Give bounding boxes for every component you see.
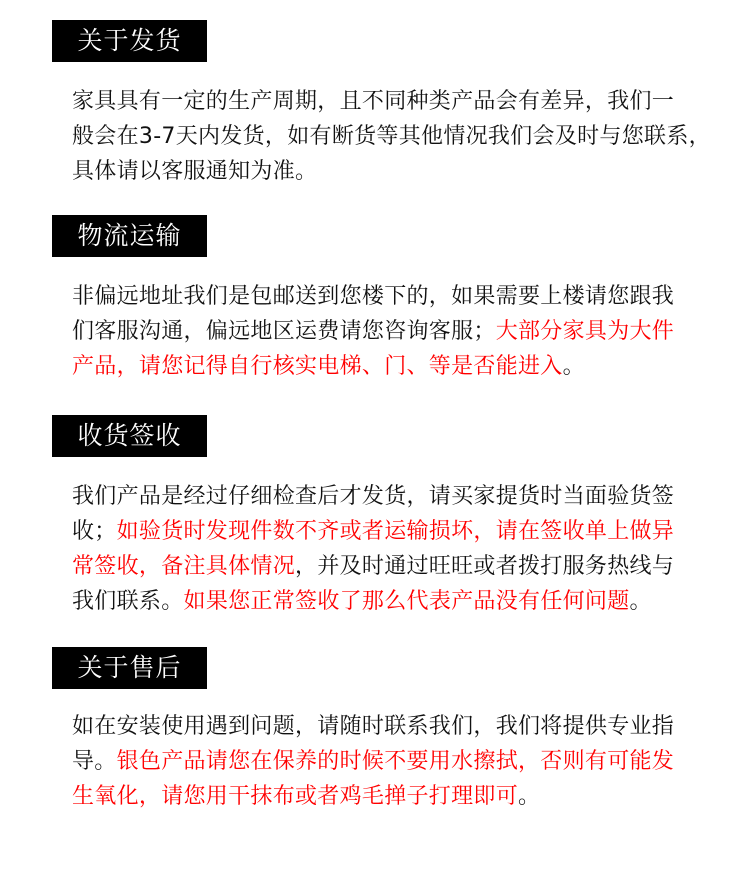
text-segment: 家具具有一定的生产周期，且不同种类产品会有差异，我们一 — [72, 89, 675, 114]
highlighted-text: 生氧化，请您用干抹布或者鸡毛掸子打理即可 — [72, 784, 519, 809]
highlighted-text: 如果您正常签收了那么代表产品没有任何问题 — [183, 589, 630, 614]
text-line — [72, 119, 750, 154]
text-line — [72, 779, 750, 814]
text-segment: 。 — [629, 589, 652, 614]
text-line — [72, 744, 750, 779]
text-line — [72, 154, 750, 189]
text-segment: 般会在3-7天内发货，如有断货等其他情况我们会及时与您联系， — [72, 124, 711, 149]
text-segment: 我们产品是经过仔细检查后才发货，请买家提货时当面验货签 — [72, 484, 675, 509]
text-line — [72, 349, 750, 384]
text-line — [72, 479, 750, 514]
text-segment: 。 — [518, 784, 541, 809]
highlighted-text: 如验货时发现件数不齐或者运输损坏，请在签收单上做异 — [116, 519, 675, 544]
text-segment: 我们联系。 — [72, 589, 184, 614]
text-segment: 收； — [72, 519, 117, 544]
text-line — [72, 314, 750, 349]
section-paragraph — [72, 279, 750, 384]
text-segment: 非偏远地址我们是包邮送到您楼下的，如果需要上楼请您跟我 — [72, 284, 675, 309]
highlighted-text: 常签收，备注具体情况 — [72, 554, 296, 579]
text-segment: 如在安装使用遇到问题，请随时联系我们，我们将提供专业指 — [72, 714, 675, 739]
highlighted-text: 银色产品请您在保养的时候不要用水擦拭，否则有可能发 — [116, 749, 675, 774]
text-segment: 导。 — [72, 749, 117, 774]
text-line — [72, 709, 750, 744]
text-line — [72, 549, 750, 584]
section-paragraph — [72, 84, 750, 189]
highlighted-text: 大部分家具为大件 — [495, 319, 675, 344]
text-segment: ，并及时通过旺旺或者拨打服务热线与 — [295, 554, 675, 579]
text-segment: 们客服沟通，偏远地区运费请您咨询客服； — [72, 319, 496, 344]
section-header: 收货签收 — [52, 415, 207, 457]
section-header: 关于发货 — [52, 20, 207, 62]
text-line — [72, 279, 750, 314]
text-line — [72, 584, 750, 619]
text-line — [72, 84, 750, 119]
section-header: 关于售后 — [52, 647, 207, 689]
text-segment: 。 — [562, 354, 585, 379]
text-line — [72, 514, 750, 549]
section-paragraph — [72, 709, 750, 814]
section-header: 物流运输 — [52, 215, 207, 257]
highlighted-text: 产品，请您记得自行核实电梯、门、等是否能进入 — [72, 354, 563, 379]
text-segment: 具体请以客服通知为准。 — [72, 159, 318, 184]
section-paragraph — [72, 479, 750, 619]
